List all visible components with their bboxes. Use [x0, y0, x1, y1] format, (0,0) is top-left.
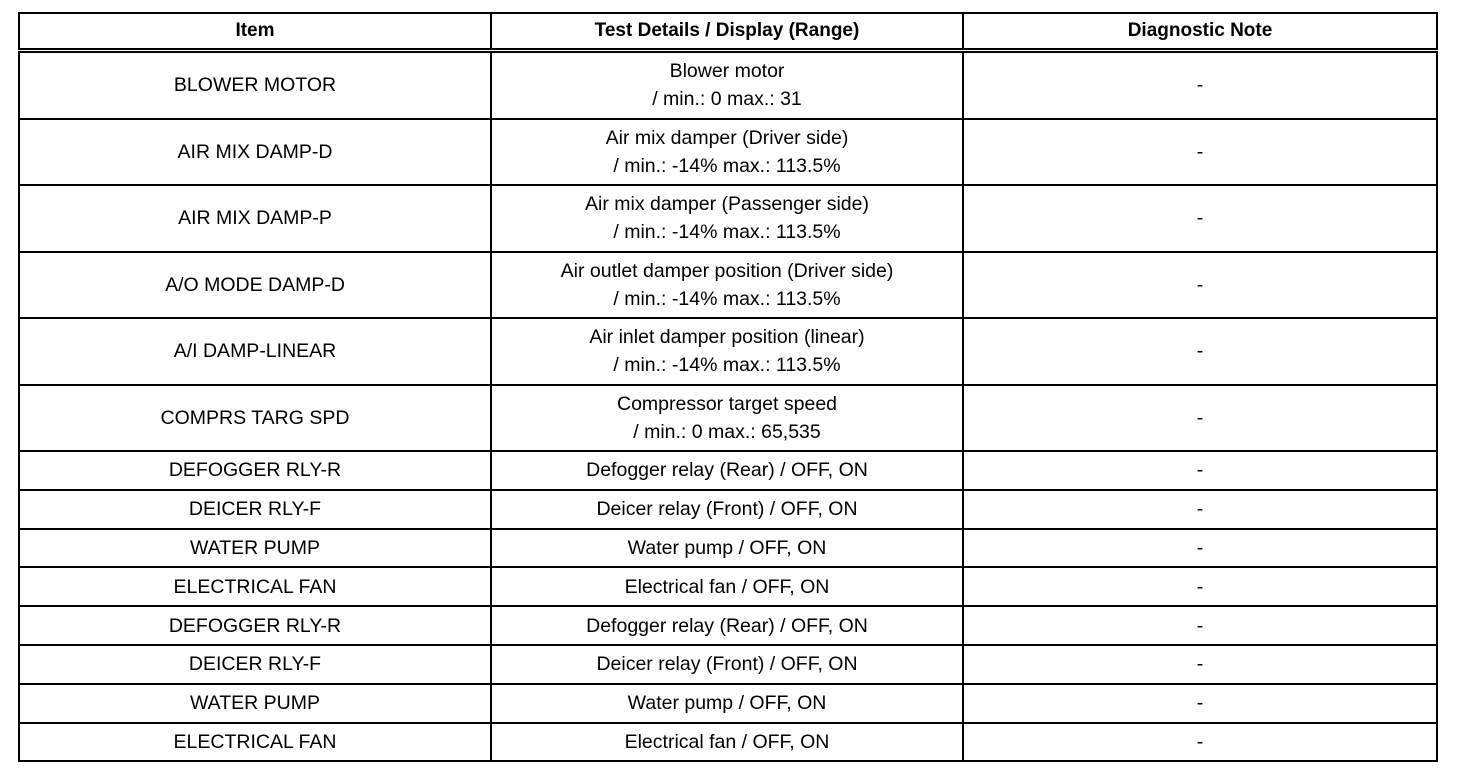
item-cell: ELECTRICAL FAN [19, 723, 491, 762]
test-details-cell: Defogger relay (Rear) / OFF, ON [491, 451, 963, 490]
diagnostic-note-cell: - [963, 385, 1437, 452]
item-cell: ELECTRICAL FAN [19, 567, 491, 606]
data-list-table-container [18, 12, 1436, 762]
item-cell: DEFOGGER RLY-R [19, 451, 491, 490]
test-details-cell [491, 385, 963, 452]
diagnostic-note-cell: - [963, 318, 1437, 385]
test-details-cell [491, 185, 963, 252]
item-cell: A/O MODE DAMP-D [19, 252, 491, 319]
test-details-range: / min.: -14% max.: 113.5% [613, 354, 841, 377]
test-details-range: / min.: -14% max.: 113.5% [613, 287, 841, 310]
test-details-cell [491, 51, 963, 119]
item-cell: WATER PUMP [19, 684, 491, 723]
table-row [19, 684, 1437, 723]
column-header-test-details: Test Details / Display (Range) [491, 13, 963, 51]
table-row [19, 318, 1437, 385]
test-details-cell: Electrical fan / OFF, ON [491, 723, 963, 762]
test-details-description: Blower motor [669, 60, 785, 83]
diagnostic-note-cell: - [963, 451, 1437, 490]
item-cell: WATER PUMP [19, 529, 491, 568]
test-details-cell: Electrical fan / OFF, ON [491, 567, 963, 606]
item-cell: COMPRS TARG SPD [19, 385, 491, 452]
table-row [19, 567, 1437, 606]
table-row [19, 490, 1437, 529]
table-row [19, 385, 1437, 452]
item-cell: A/I DAMP-LINEAR [19, 318, 491, 385]
item-cell: AIR MIX DAMP-D [19, 119, 491, 186]
test-details-cell: Water pump / OFF, ON [491, 529, 963, 568]
test-details-description: Air mix damper (Passenger side) [585, 193, 869, 216]
table-row [19, 451, 1437, 490]
test-details-cell [491, 252, 963, 319]
test-details-cell [491, 318, 963, 385]
test-details-cell: Deicer relay (Front) / OFF, ON [491, 490, 963, 529]
test-details-cell [491, 119, 963, 186]
column-header-diagnostic-note: Diagnostic Note [963, 13, 1437, 51]
table-row [19, 252, 1437, 319]
item-cell: DEFOGGER RLY-R [19, 606, 491, 645]
test-details-range: / min.: -14% max.: 113.5% [613, 221, 841, 244]
data-list-table [18, 12, 1438, 762]
test-details-description: Compressor target speed [616, 392, 838, 415]
test-details-range: / min.: 0 max.: 31 [652, 88, 802, 111]
diagnostic-note-cell: - [963, 185, 1437, 252]
item-cell: AIR MIX DAMP-P [19, 185, 491, 252]
diagnostic-note-cell: - [963, 252, 1437, 319]
table-row [19, 119, 1437, 186]
diagnostic-note-cell: - [963, 119, 1437, 186]
table-header-row [19, 13, 1437, 51]
test-details-description: Air mix damper (Driver side) [605, 126, 849, 149]
test-details-description: Air outlet damper position (Driver side) [560, 259, 894, 282]
diagnostic-note-cell: - [963, 645, 1437, 684]
test-details-cell: Defogger relay (Rear) / OFF, ON [491, 606, 963, 645]
diagnostic-note-cell: - [963, 684, 1437, 723]
test-details-range: / min.: 0 max.: 65,535 [633, 420, 821, 443]
table-row [19, 51, 1437, 119]
diagnostic-note-cell: - [963, 490, 1437, 529]
test-details-cell: Water pump / OFF, ON [491, 684, 963, 723]
test-details-cell: Deicer relay (Front) / OFF, ON [491, 645, 963, 684]
table-row [19, 723, 1437, 762]
column-header-item: Item [19, 13, 491, 51]
diagnostic-note-cell: - [963, 567, 1437, 606]
table-row [19, 606, 1437, 645]
test-details-description: Air inlet damper position (linear) [589, 326, 865, 349]
item-cell: BLOWER MOTOR [19, 51, 491, 119]
item-cell: DEICER RLY-F [19, 645, 491, 684]
table-row [19, 529, 1437, 568]
diagnostic-note-cell: - [963, 529, 1437, 568]
item-cell: DEICER RLY-F [19, 490, 491, 529]
test-details-range: / min.: -14% max.: 113.5% [613, 154, 841, 177]
table-row [19, 645, 1437, 684]
table-row [19, 185, 1437, 252]
diagnostic-note-cell: - [963, 723, 1437, 762]
diagnostic-note-cell: - [963, 606, 1437, 645]
diagnostic-note-cell: - [963, 51, 1437, 119]
